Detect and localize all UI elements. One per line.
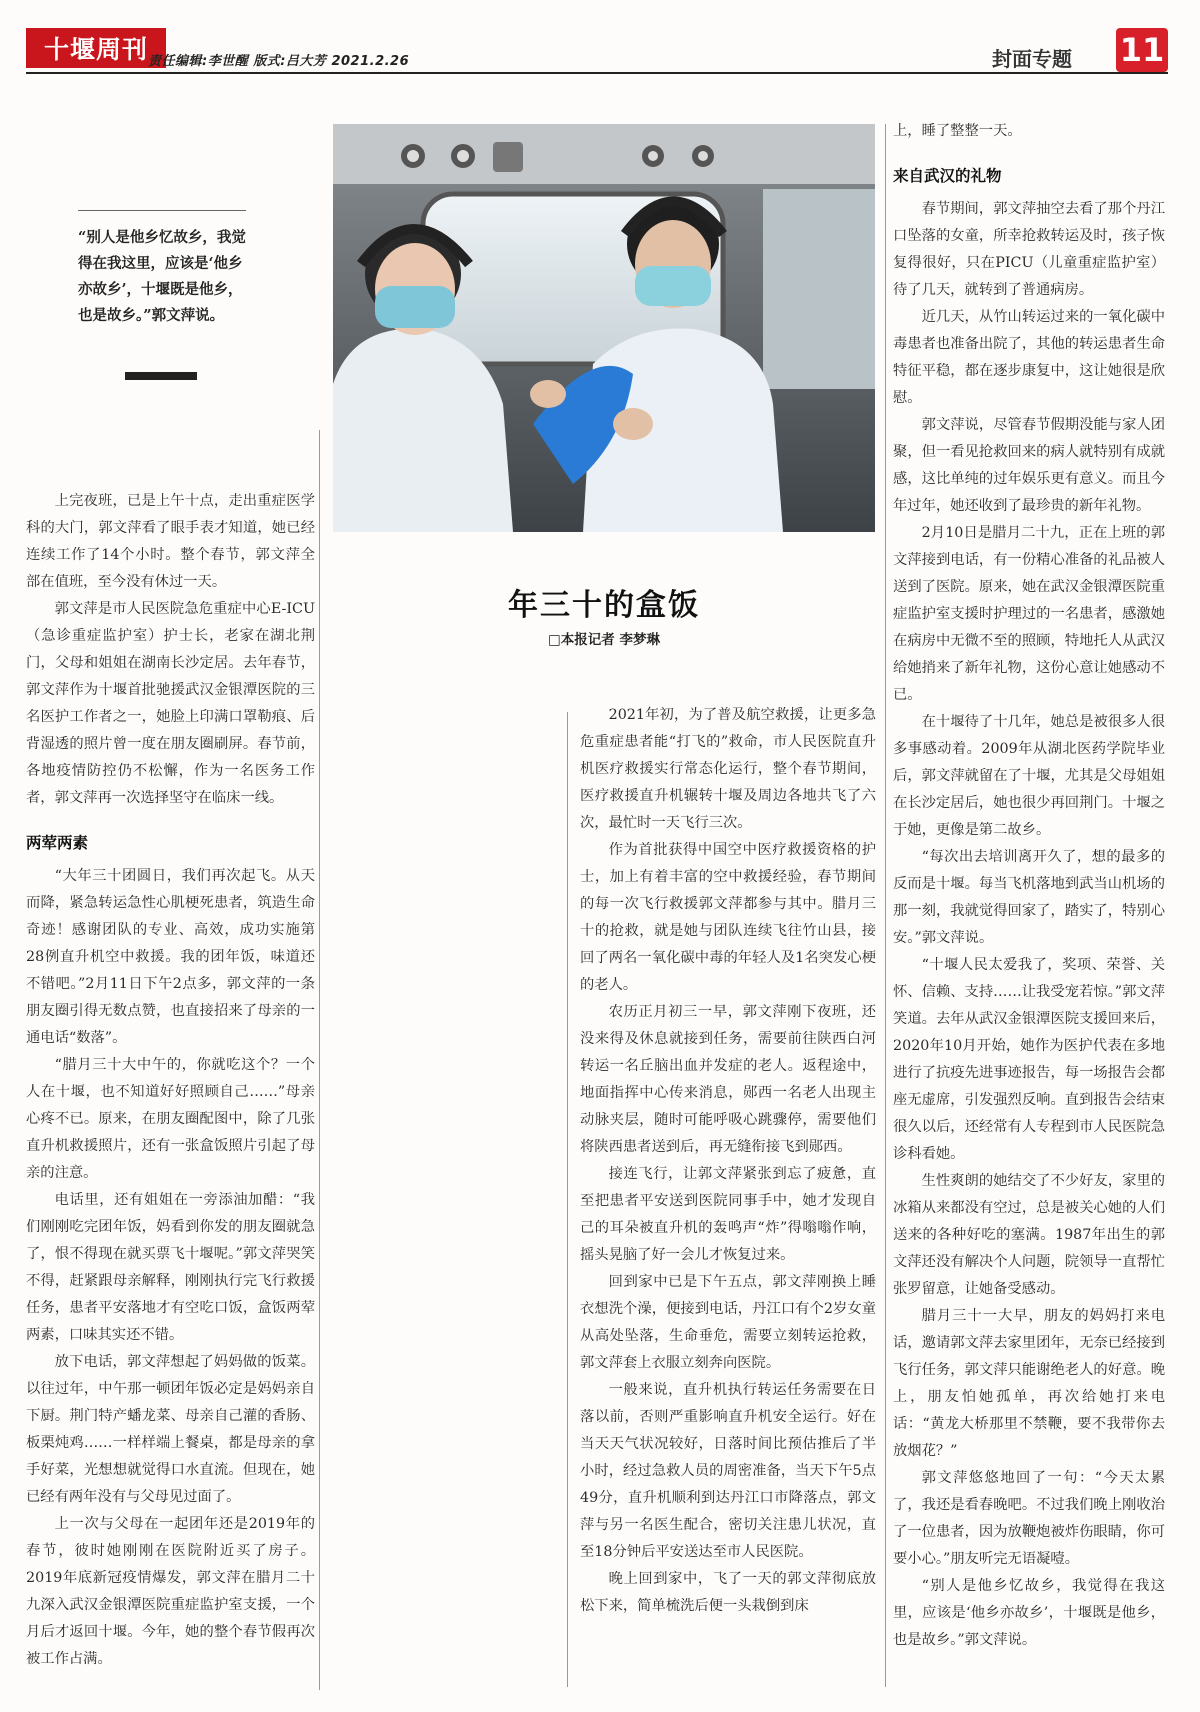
- paragraph: 放下电话，郭文萍想起了妈妈做的饭菜。以往过年，中午那一顿团年饭必定是妈妈亲自下厨。荆门特产蟠龙菜、母亲自己灌的香肠、板栗炖鸡……一样样端上餐桌，都是母亲的拿手好菜，光想想就觉得口水直流。但现在，她已经有两年没有与父母见过面了。: [26, 1354, 315, 1505]
- paragraph: “十堰人民太爱我了，奖项、荣誉、关怀、信赖、支持……让我受宠若惊。”郭文萍笑道。去年从武汉金银潭医院支援回来后，2020年10月开始，她作为医护代表在多地进行了抗疫先进事迹报告，每一场报告会都座无虚席，引发强烈反响。直到报告会结束很久以后，还经常有人专程到市人民医院急诊科看她。: [893, 957, 1165, 1162]
- section-heading: 来自武汉的礼物: [893, 167, 1002, 185]
- paragraph: 接连飞行，让郭文萍紧张到忘了疲惫，直至把患者平安送到医院同事手中，她才发现自己的耳朵被直升机的轰鸣声“炸”得嗡嗡作响，摇头晃脑了好一会儿才恢复过来。: [580, 1166, 876, 1263]
- pull-quote: “别人是他乡忆故乡，我觉得在我这里，应该是‘他乡亦故乡’，十堰既是他乡，也是故乡。”郭文萍说。: [78, 229, 246, 324]
- column-divider: [885, 124, 886, 1687]
- column-divider: [319, 430, 320, 1690]
- masthead-title: 十堰周刊: [43, 35, 148, 64]
- paragraph: 腊月三十一大早，朋友的妈妈打来电话，邀请郭文萍去家里团年，无奈已经接到飞行任务，郭文萍只能谢绝老人的好意。晚上，朋友怕她孤单，再次给她打来电话：“黄龙大桥那里不禁鞭，要不我带你去放烟花？”: [893, 1308, 1165, 1459]
- paragraph: 郭文萍说，尽管春节假期没能与家人团聚，但一看见抢救回来的病人就特别有成就感，这比单纯的过年娱乐更有意义。而且今年过年，她还收到了最珍贵的新年礼物。: [893, 417, 1165, 514]
- paragraph: “每次出去培训离开久了，想的最多的反而是十堰。每当飞机落地到武当山机场的那一刻，我就觉得回家了，踏实了，特别心安。”郭文萍说。: [893, 849, 1165, 946]
- helicopter-photo: [333, 124, 875, 532]
- article-byline: □本报记者 李梦琳: [548, 632, 660, 648]
- middle-column: [580, 702, 876, 1620]
- article-headline: 年三十的盒饭: [508, 588, 700, 623]
- paragraph: 2021年初，为了普及航空救援，让更多急危重症患者能“打飞的”救命，市人民医院直升机医疗救援实行常态化运行，整个春节期间，医疗救援直升机辗转十堰及周边各地共飞了六次，最忙时一天飞行三次。: [580, 707, 876, 831]
- paragraph: “腊月三十大中午的，你就吃这个？一个人在十堰，也不知道好好照顾自己……”母亲心疼不已。原来，在朋友圈配图中，除了几张直升机救援照片，还有一张盒饭照片引起了母亲的注意。: [26, 1057, 315, 1181]
- left-column: [26, 488, 315, 1673]
- paragraph: 生性爽朗的她结交了不少好友，家里的冰箱从来都没有空过，总是被关心她的人们送来的各种好吃的塞满。1987年出生的郭文萍还没有解决个人问题，院领导一直帮忙张罗留意，让她备受感动。: [893, 1173, 1165, 1297]
- helicopter-cabin-image: [333, 124, 875, 532]
- paragraph: 一般来说，直升机执行转运任务需要在日落以前，否则严重影响直升机安全运行。好在当天天气状况较好，日落时间比预估推后了半小时，经过急救人员的周密准备，当天下午5点49分，直升机顺利到达丹江口市降落点，郭文萍与另一名医生配合，密切关注患儿状况，直至18分钟后平安送达至市人民医院。: [580, 1382, 876, 1560]
- paragraph: 作为首批获得中国空中医疗救援资格的护士，加上有着丰富的空中救援经验，春节期间的每一次飞行救援郭文萍都参与其中。腊月三十的抢救，就是她与团队连续飞往竹山县，接回了两名一氧化碳中毒的年轻人及1名突发心梗的老人。: [580, 842, 876, 993]
- paragraph: 春节期间，郭文萍抽空去看了那个丹江口坠落的女童，所幸抢救转运及时，孩子恢复得很好，只在PICU（儿童重症监护室）待了几天，就转到了普通病房。: [893, 201, 1165, 298]
- paragraph: 2月10日是腊月二十九，正在上班的郭文萍接到电话，有一份精心准备的礼品被人送到了医院。原来，她在武汉金银潭医院重症监护室支援时护理过的一名患者，感激她在病房中无微不至的照顾，特地托人从武汉给她捎来了新年礼物，这份心意让她感动不已。: [893, 525, 1165, 703]
- pull-quote-rule: [78, 210, 246, 211]
- paragraph: 上一次与父母在一起团年还是2019年的春节，彼时她刚刚在医院附近买了房子。2019年底新冠疫情爆发，郭文萍在腊月二十九深入武汉金银潭医院重症监护室支援，一个月后才返回十堰。今年，她的整个春节假再次被工作占满。: [26, 1516, 315, 1667]
- paragraph: 近几天，从竹山转运过来的一氧化碳中毒患者也准备出院了，其他的转运患者生命特征平稳，都在逐步康复中，这让她很是欣慰。: [893, 309, 1165, 406]
- paragraph: 晚上回到家中，飞了一天的郭文萍彻底放松下来，简单梳洗后便一头栽倒到床: [580, 1571, 876, 1614]
- paragraph: 电话里，还有姐姐在一旁添油加醋：“我们刚刚吃完团年饭，妈看到你发的朋友圈就急了，恨不得现在就买票飞十堰呢。”郭文萍哭笑不得，赶紧跟母亲解释，刚刚执行完飞行救援任务，患者平安落地才有空吃口饭，盒饭两荤两素，口味其实还不错。: [26, 1192, 315, 1343]
- paragraph: “别人是他乡忆故乡，我觉得在我这里，应该是‘他乡亦故乡’，十堰既是他乡，也是故乡。”郭文萍说。: [893, 1578, 1165, 1648]
- masthead-logo: [26, 28, 166, 68]
- column-divider: [567, 712, 568, 1687]
- paragraph: 郭文萍是市人民医院急危重症中心E-ICU（急诊重症监护室）护士长，老家在湖北荆门，父母和姐姐在湖南长沙定居。去年春节，郭文萍作为十堰首批驰援武汉金银潭医院的三名医护工作者之一，她脸上印满口罩勒痕、后背湿透的照片曾一度在朋友圈刷屏。春节前，各地疫情防控仍不松懈，作为一名医务工作者，郭文萍再一次选择坚守在临床一线。: [26, 601, 315, 806]
- editor-credits: 责任编辑:李世醒 版式:吕大芳 2021.2.26: [148, 54, 410, 69]
- header-rule: [26, 72, 1168, 74]
- paragraph: 上，睡了整整一天。: [893, 123, 1022, 139]
- paragraph: 回到家中已是下午五点，郭文萍刚换上睡衣想洗个澡，便接到电话，丹江口有个2岁女童从高处坠落，生命垂危，需要立刻转运抢救，郭文萍套上衣服立刻奔向医院。: [580, 1274, 876, 1371]
- right-column: [893, 118, 1165, 1654]
- page-number: 11: [1116, 28, 1168, 72]
- section-label: 封面专题: [992, 47, 1072, 71]
- paragraph: 在十堰待了十几年，她总是被很多人很多事感动着。2009年从湖北医药学院毕业后，郭文萍就留在了十堰，尤其是父母姐姐在长沙定居后，她也很少再回荆门。十堰之于她，更像是第二故乡。: [893, 714, 1165, 838]
- paragraph: 农历正月初三一早，郭文萍刚下夜班，还没来得及休息就接到任务，需要前往陕西白河转运一名丘脑出血并发症的老人。返程途中，地面指挥中心传来消息，郧西一名老人出现主动脉夹层，随时可能呼吸心跳骤停，需要他们将陕西患者送到后，再无缝衔接飞到郧西。: [580, 1004, 876, 1155]
- paragraph: 上完夜班，已是上午十点，走出重症医学科的大门，郭文萍看了眼手表才知道，她已经连续工作了14个小时。整个春节，郭文萍全部在值班，至今没有休过一天。: [26, 493, 315, 590]
- section-heading: 两荤两素: [26, 834, 89, 852]
- pull-quote-bar: [125, 372, 197, 380]
- paragraph: “大年三十团圆日，我们再次起飞。从天而降，紧急转运急性心肌梗死患者，筑造生命奇迹！感谢团队的专业、高效，成功实施第28例直升机空中救援。我的团年饭，味道还不错吧。”2月11日下午2点多，郭文萍的一条朋友圈引得无数点赞，也直接招来了母亲的一通电话“数落”。: [26, 868, 315, 1046]
- paragraph: 郭文萍悠悠地回了一句：“今天太累了，我还是看春晚吧。不过我们晚上刚收治了一位患者，因为放鞭炮被炸伤眼睛，你可要小心。”朋友听完无语凝噎。: [893, 1470, 1165, 1567]
